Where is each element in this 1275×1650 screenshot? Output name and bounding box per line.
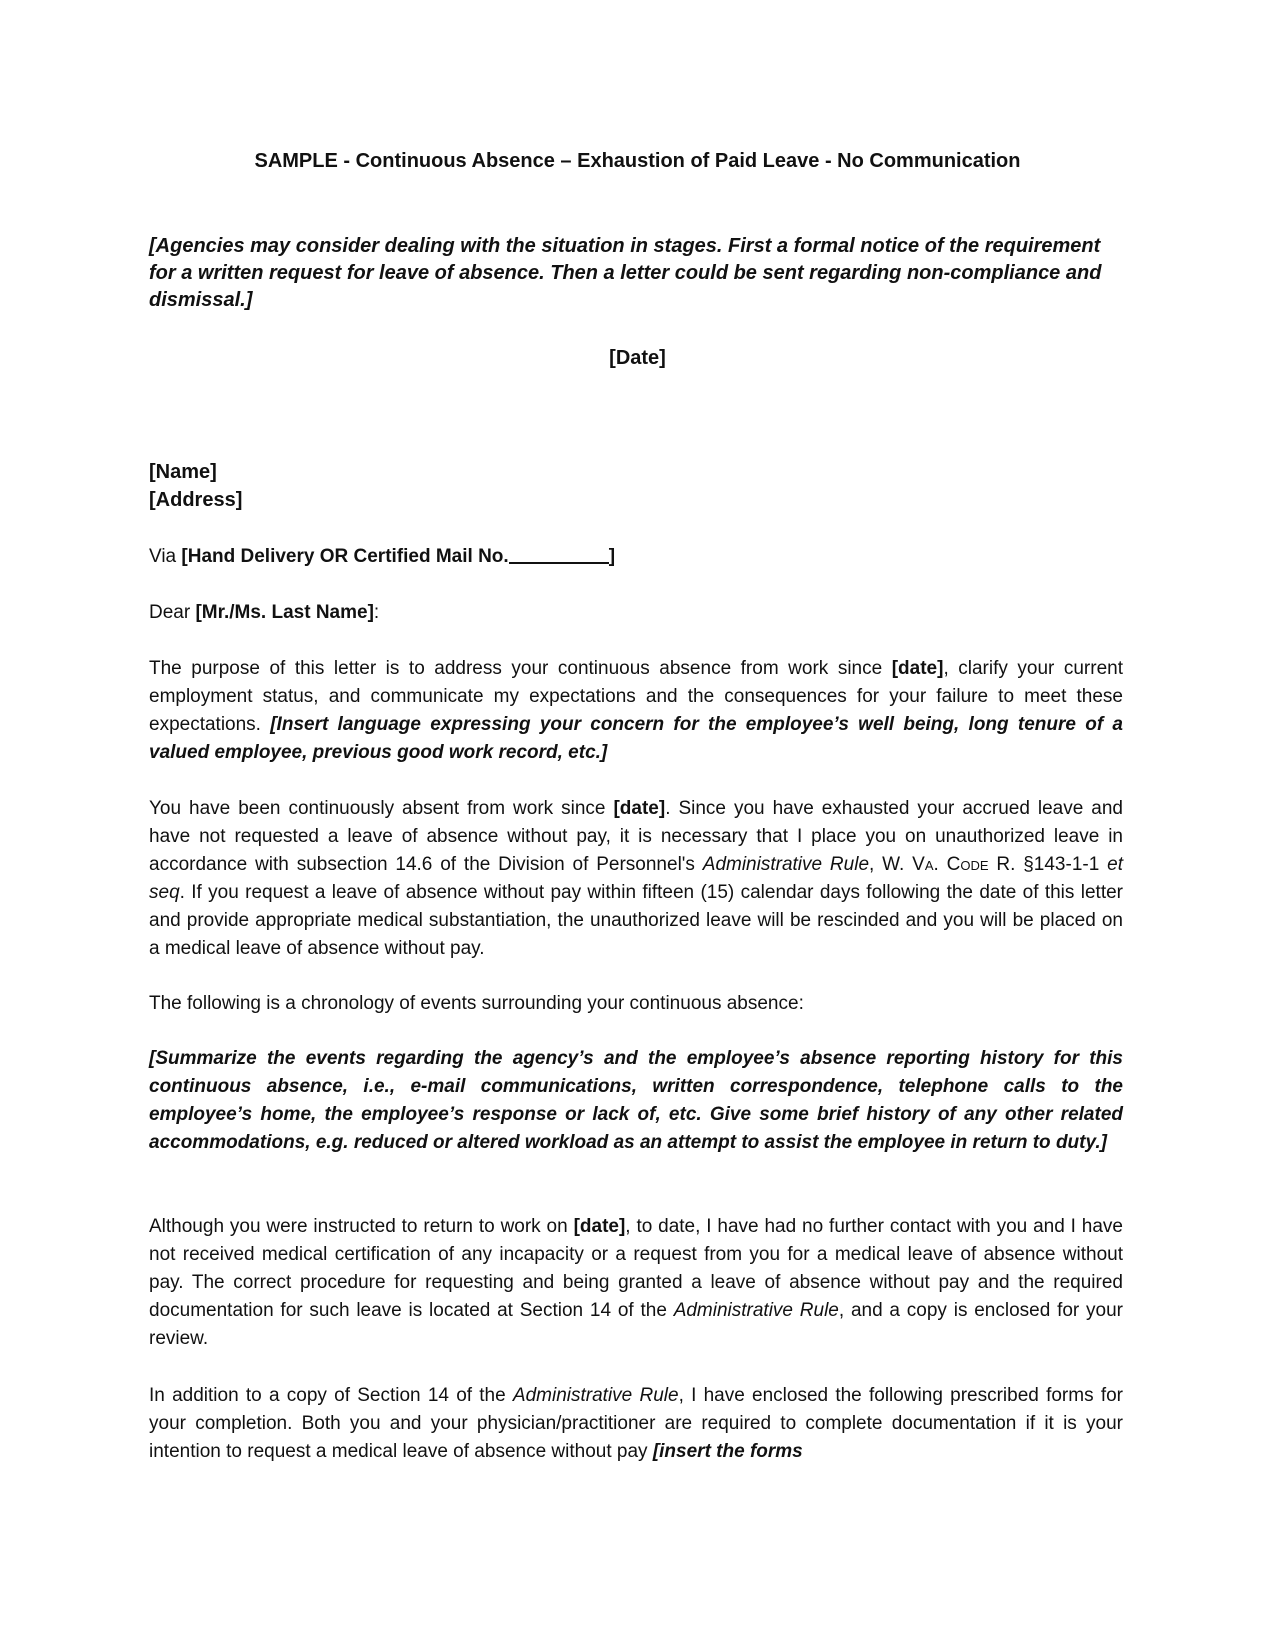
paragraph-purpose (149, 655, 1123, 767)
text: , I have enclosed the following prescribed forms for your completion. Both you and your physician/practitioner are required to complete documentation if it is your intention to request a medical leave of absence without pay (149, 1385, 1123, 1462)
text: . If you request a leave of absence without pay within fifteen (15) calendar days following the date of this letter and provide appropriate medical substantiation, the unauthorized leave will be rescinded and you will be placed on a medical leave of absence without pay. (149, 882, 1123, 959)
delivery-close: ] (608, 546, 616, 567)
rule-reference: Administrative Rule (702, 854, 870, 875)
rule-reference: Administrative Rule (673, 1300, 839, 1321)
recipient-address: [Address] (149, 489, 243, 511)
text: , and a copy is enclosed for your review. (149, 1300, 1124, 1349)
rule-reference: Administrative Rule (512, 1385, 679, 1406)
text: Although you were instructed to return to work on (149, 1216, 574, 1237)
chronology-instruction: [Summarize the events regarding the agency’s and the employee’s absence reporting history for this continuous absence, i.e., e-mail communications, written correspondence, telephone calls to the employee’s home, the employee’s response or lack of, etc. Give some brief history of any other related accommodations, e.g. reduced or altered workload as an attempt to assist the employee in return to duty.] (149, 1048, 1123, 1153)
text: In addition to a copy of Section 14 of the (149, 1385, 513, 1406)
agency-note: [Agencies may consider dealing with the situation in stages. First a formal notice of the requirement for a written request for leave of absence. Then a letter could be sent regarding non-compliance and dismissal.] (149, 235, 1102, 311)
date-placeholder-inline: [date] (613, 798, 666, 819)
salutation-name: [Mr./Ms. Last Name] (195, 602, 374, 623)
document-title: SAMPLE - Continuous Absence – Exhaustion of Paid Leave - No Communication (254, 150, 1021, 172)
text: R. §143-1-1 (988, 854, 1108, 875)
text: , W. V (869, 854, 925, 875)
salutation-suffix: : (373, 602, 380, 623)
text: ode (960, 854, 989, 875)
paragraph-return-instruction (149, 1213, 1123, 1353)
mail-number-blank (509, 544, 609, 564)
date-placeholder-inline: [date] (573, 1216, 626, 1237)
text: , to date, I have had no further contact with you and I have not received medical certification of any incapacity or a request from you for a medical leave of absence without pay. The correct procedure for requesting and being granted a leave of absence without pay and the required documentation for such leave is located at Section 14 of the (149, 1216, 1123, 1321)
text: a (924, 854, 934, 875)
delivery-line (149, 543, 1123, 571)
et-seq: et seq (149, 854, 1123, 903)
date-placeholder-inline: [date] (891, 658, 944, 679)
text: , clarify your current employment status, and communicate my expectations and the consequences for your failure to meet these expectations. (149, 658, 1123, 735)
paragraph-enclosed-forms (149, 1382, 1123, 1466)
insert-forms-instruction: [insert the forms (652, 1441, 803, 1462)
paragraph-chronology-intro: The following is a chronology of events surrounding your continuous absence: (149, 993, 804, 1014)
via-prefix: Via (149, 546, 182, 567)
text: . Since you have exhausted your accrued leave and have not requested a leave of absence without pay, it is necessary that I place you on unauthorized leave in accordance with subsection 14.6 of the Division of Personnel's (149, 798, 1123, 875)
text: You have been continuously absent from work since (149, 798, 614, 819)
recipient-block (149, 458, 1123, 514)
salutation (149, 599, 1123, 627)
salutation-prefix: Dear (149, 602, 196, 623)
insert-instruction: [Insert language expressing your concern for the employee’s well being, long tenure of a valued employee, previous good work record, etc.] (149, 714, 1123, 763)
recipient-name: [Name] (149, 461, 217, 483)
text: The purpose of this letter is to address your continuous absence from work since (149, 658, 892, 679)
delivery-method: [Hand Delivery OR Certified Mail No. (181, 546, 509, 567)
text: . C (933, 854, 961, 875)
paragraph-unauthorized-leave (149, 795, 1123, 963)
date-placeholder: [Date] (609, 347, 666, 369)
